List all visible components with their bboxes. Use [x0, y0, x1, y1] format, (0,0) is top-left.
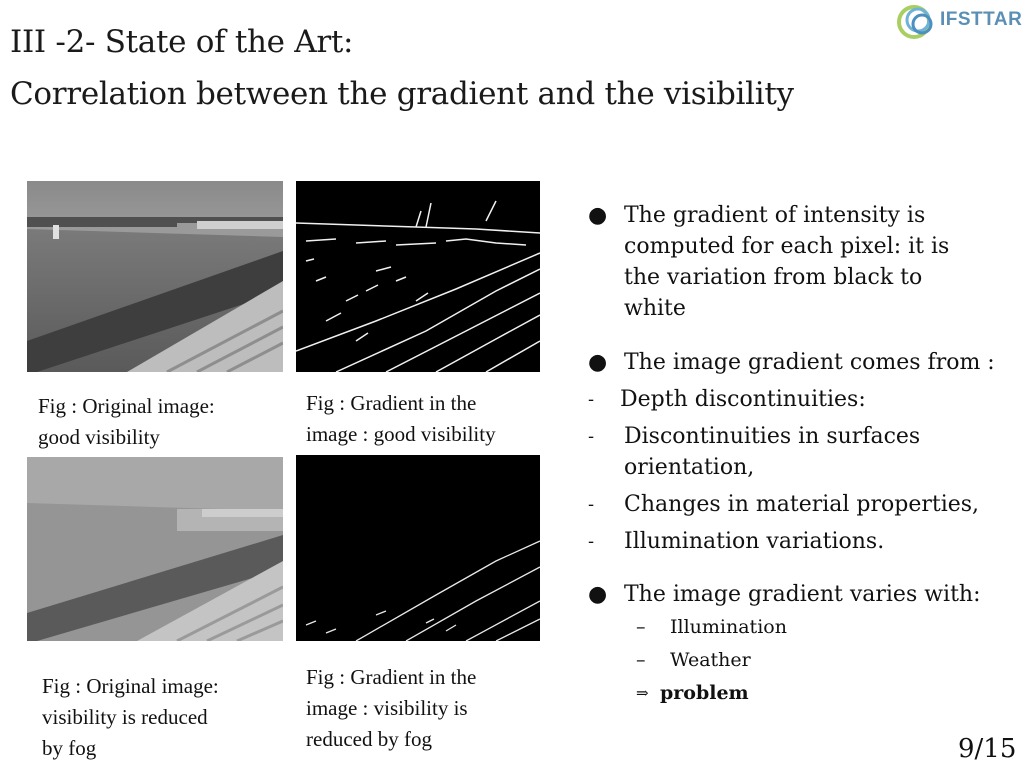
double-arrow-icon: ⇒ [636, 684, 649, 702]
en-dash-icon: – [636, 616, 646, 638]
dash-icon: - [588, 494, 595, 515]
sub-item-weather: – Weather [588, 645, 1018, 676]
bullet-dot-icon: ● [588, 203, 608, 228]
sub-item-illumination: – Illumination [588, 612, 1018, 643]
dash-item-material: - Changes in material properties, [588, 489, 1018, 520]
logo-text: IFSTTAR [940, 9, 1023, 30]
dash-item-surfaces: - Discontinuities in surfaces orientation, [588, 421, 1018, 483]
caption-gradient-fog: Fig : Gradient in the image : visibility is reduced by fog [306, 665, 477, 751]
dash-item-depth: - Depth discontinuities: [588, 384, 1018, 415]
bullet-gradient-comes-from: ● The image gradient comes from : [588, 347, 1018, 378]
page-number: 9/15 [958, 734, 1017, 764]
bullet-gradient-intensity: ● The gradient of intensity is computed for each pixel: it is the variation from black to white [588, 200, 1018, 324]
caption-original-good-visibility: Fig : Original image: good visibility [38, 394, 215, 449]
caption-original-fog: Fig : Original image: visibility is reduced by fog [42, 674, 219, 760]
dash-icon: - [588, 531, 595, 552]
dash-icon: - [588, 426, 595, 447]
slide-title-line-1: III -2- State of the Art: [10, 24, 354, 60]
bullet-dot-icon: ● [588, 582, 608, 607]
bullet-dot-icon: ● [588, 350, 608, 375]
ifsttar-logo [896, 2, 1023, 42]
bullet-gradient-varies: ● The image gradient varies with: [588, 579, 1018, 610]
gradient-image-good-visibility [296, 181, 540, 372]
original-image-good-visibility [27, 181, 283, 372]
dash-item-illumination: - Illumination variations. [588, 526, 1018, 557]
caption-gradient-good-visibility: Fig : Gradient in the image : good visibility [306, 391, 496, 446]
bullet-list [588, 200, 1018, 709]
dash-icon: - [588, 389, 595, 410]
ifsttar-logo-icon [896, 2, 940, 42]
original-image-fog [27, 457, 283, 641]
slide-title-line-2: Correlation between the gradient and the visibility [10, 76, 794, 112]
problem-line: ⇒ problem [588, 678, 1018, 709]
en-dash-icon: – [636, 649, 646, 671]
gradient-image-fog [296, 455, 540, 641]
